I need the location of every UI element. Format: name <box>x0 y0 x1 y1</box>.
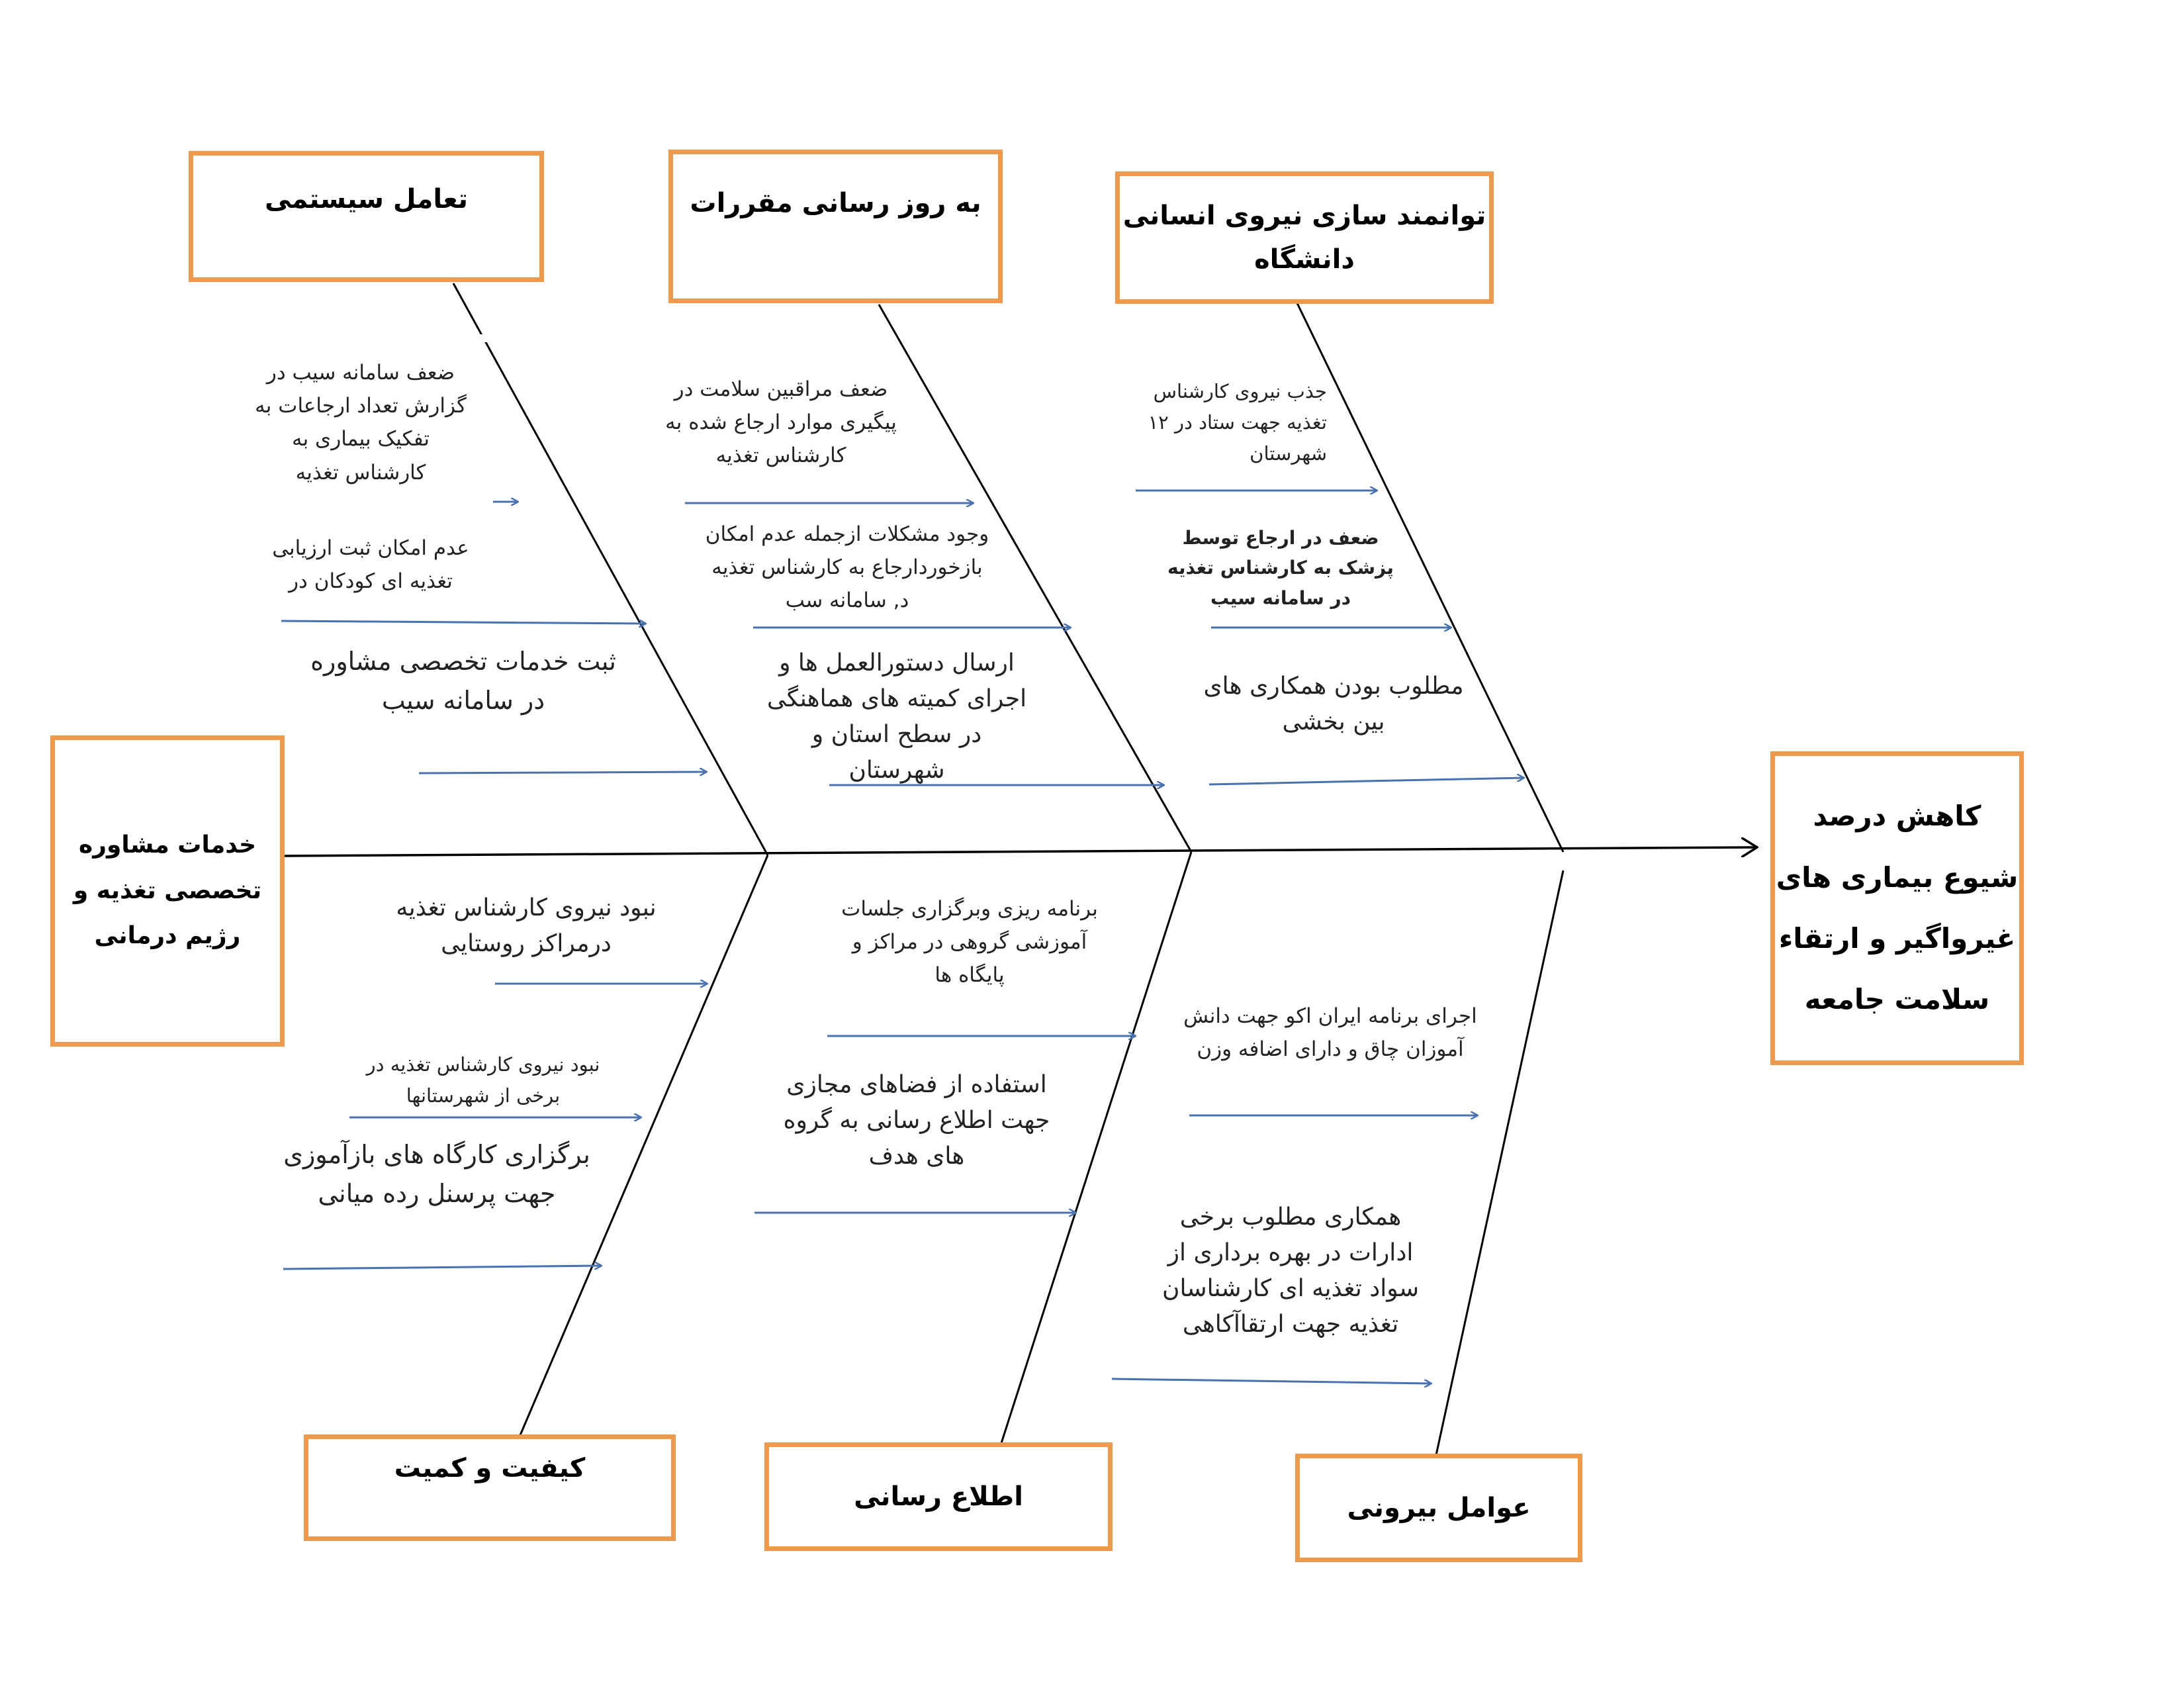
category-bottom-right <box>1295 1454 1582 1562</box>
bone-bottom-right <box>1436 870 1563 1455</box>
category-top-left-label: تعامل سیستمی <box>265 184 468 214</box>
category-top-right-label: توانمند سازی نیروی انسانی دانشگاه <box>1122 201 1486 275</box>
arrow-c3 <box>419 772 706 773</box>
category-bottom-left <box>304 1434 676 1541</box>
cause-c15: اجرای برنامه ایران اکو جهت دانش آموزان چاق و دارای اضافه وزن <box>1183 1004 1477 1062</box>
category-top-middle <box>668 150 1003 303</box>
cause-c7: جذب نیروی کارشناس تغذیه جهت ستاد در ۱۲ شهرستان <box>1148 380 1327 465</box>
spine <box>285 847 1757 856</box>
category-top-left <box>189 151 544 282</box>
cause-c6: ارسال دستورالعمل ها و اجرای کمیته های هماهنگی در سطح استان و شهرستان <box>766 649 1027 784</box>
gap-top-left <box>475 334 502 342</box>
cause-c12: برگزاری کارگاه های بازآموزی جهت پرسنل رده میانی <box>283 1140 590 1208</box>
category-top-middle-label: به روز رسانی مقررات <box>690 188 981 218</box>
category-bottom-left-label: کیفیت و کمیت <box>394 1452 586 1483</box>
category-bottom-middle-label: اطلاع رسانی <box>854 1481 1023 1512</box>
cause-c1: ضعف سامانه سیب در گزارش تعداد ارجاعات به تفکیک بیماری به کارشناس تغذیه <box>255 361 467 485</box>
solution-label: خدمات مشاوره تخصصی تغذیه و رژیم درمانی <box>73 831 262 950</box>
cause-c9: مطلوب بودن همکاری های بین بخشی <box>1203 673 1464 735</box>
cause-c10: نبود نیروی کارشناس تغذیه درمراکز روستایی <box>396 894 657 957</box>
cause-c13: برنامه ریزی وبرگزاری جلسات آموزشی گروهی در مراکز و پایگاه ها <box>841 897 1098 988</box>
cause-c5: وجود مشکلات ازجمله عدم امکان بازخوردارجاع به کارشناس تغذیه د, سامانه سب <box>705 522 989 613</box>
arrow-c2 <box>281 621 645 624</box>
cause-c16: همکاری مطلوب برخی ادارات در بهره برداری از سواد تغذیه ای کارشناسان تغذیه جهت ارتقاآکاهی <box>1162 1203 1419 1338</box>
cause-c14: استفاده از فضاهای مجازی جهت اطلاع رسانی به گروه های هدف <box>783 1071 1050 1170</box>
solution-box <box>50 735 285 1047</box>
cause-c8: ضعف در ارجاع توسط پزشک به کارشناس تغذیه در سامانه سیب <box>1167 527 1394 609</box>
arrow-c9 <box>1209 778 1524 784</box>
cause-c11: نبود نیروی کارشناس تغذیه در برخی از شهرستانها <box>366 1053 600 1107</box>
problem-box <box>1770 751 2024 1065</box>
arrow-c12 <box>283 1266 601 1269</box>
category-top-right <box>1115 171 1494 304</box>
category-bottom-middle <box>764 1442 1113 1551</box>
cause-c2: عدم امکان ثبت ارزیابی تغذیه ای کودکان در <box>272 536 469 594</box>
cause-c4: ضعف مراقبین سلامت در پیگیری موارد ارجاع شده به کارشناس تغذیه <box>665 377 897 468</box>
problem-label: کاهش درصد شیوع بیماری های غیرواگیر و ارتقاء سلامت جامعه <box>1776 800 2019 1016</box>
category-bottom-right-label: عوامل بیرونی <box>1347 1493 1531 1523</box>
cause-c3: ثبت خدمات تخصصی مشاوره در سامانه سیب <box>310 647 616 715</box>
arrow-c16 <box>1112 1379 1431 1383</box>
